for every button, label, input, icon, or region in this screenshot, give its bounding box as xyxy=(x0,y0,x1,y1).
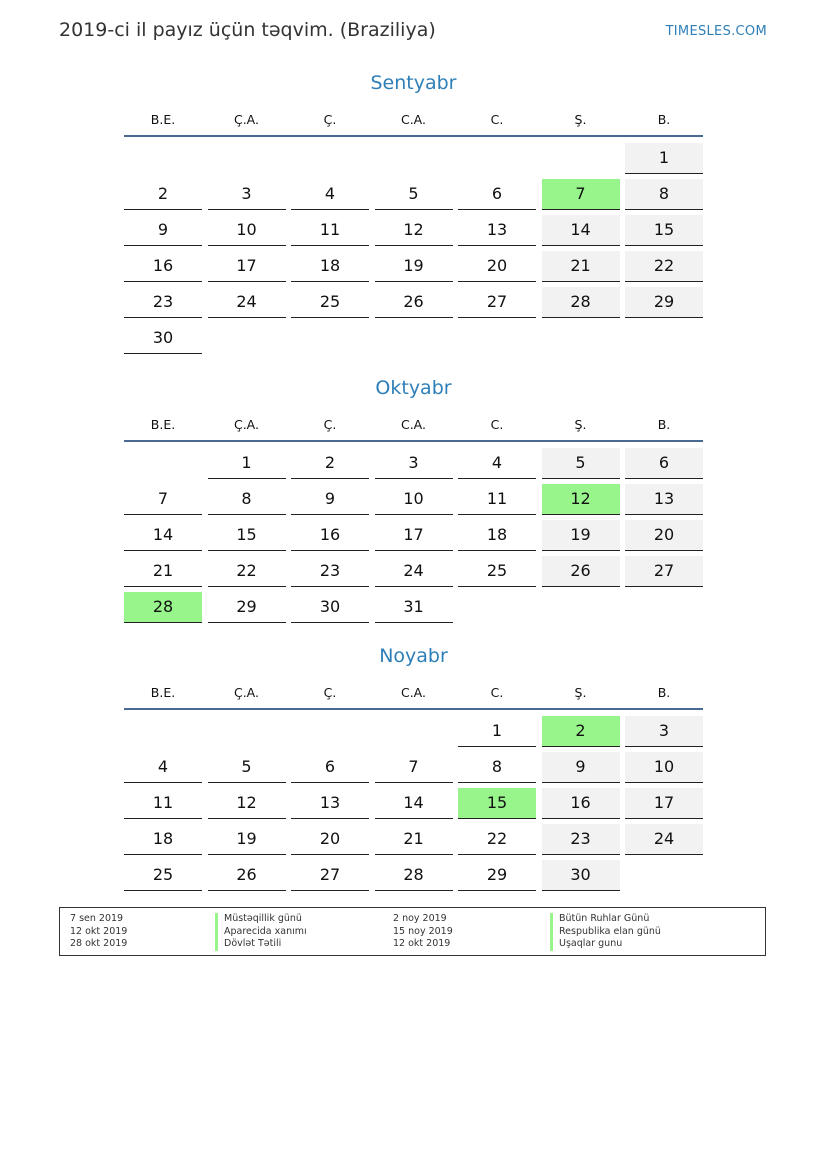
day-cell[interactable]: 15 xyxy=(208,520,286,551)
weekday-label: B.E. xyxy=(150,111,176,127)
day-cell[interactable]: 13 xyxy=(458,215,536,246)
day-cell[interactable]: 12 xyxy=(208,788,286,819)
weekday-label: B. xyxy=(657,684,671,700)
empty-day-cell xyxy=(458,143,536,173)
week-row xyxy=(124,788,703,820)
week-row xyxy=(124,448,703,480)
weekday-label: B. xyxy=(657,111,671,127)
day-cell[interactable]: 30 xyxy=(291,592,369,623)
day-cell[interactable]: 11 xyxy=(291,215,369,246)
day-cell[interactable]: 19 xyxy=(208,824,286,855)
day-cell[interactable]: 4 xyxy=(124,752,202,783)
weekday-label: Ç.A. xyxy=(233,416,259,432)
day-cell[interactable]: 22 xyxy=(208,556,286,587)
empty-day-cell xyxy=(291,323,369,353)
day-cell[interactable]: 3 xyxy=(625,716,703,747)
legend-date: 12 okt 2019 xyxy=(393,938,451,949)
day-cell[interactable]: 29 xyxy=(458,860,536,891)
day-cell[interactable]: 11 xyxy=(124,788,202,819)
empty-day-cell xyxy=(124,143,202,173)
empty-day-cell xyxy=(208,716,286,746)
legend-date: 7 sen 2019 xyxy=(70,913,124,924)
empty-day-cell xyxy=(542,143,620,173)
weekday-label: Ç.A. xyxy=(233,684,259,700)
day-cell[interactable]: 24 xyxy=(208,287,286,318)
day-cell[interactable]: 24 xyxy=(375,556,453,587)
weekday-header xyxy=(124,103,703,137)
month-title: Oktyabr xyxy=(375,377,452,399)
week-row xyxy=(124,179,703,211)
month-title: Noyabr xyxy=(379,645,448,667)
empty-day-cell xyxy=(375,716,453,746)
weekday-label: C. xyxy=(490,111,504,127)
legend-dates-right xyxy=(393,913,453,951)
week-row xyxy=(124,716,703,748)
week-row xyxy=(124,251,703,283)
day-cell[interactable]: 28 xyxy=(542,287,620,318)
weekday-label: Ş. xyxy=(574,684,587,700)
week-row xyxy=(124,752,703,784)
week-row xyxy=(124,287,703,319)
day-cell[interactable]: 27 xyxy=(291,860,369,891)
week-row xyxy=(124,484,703,516)
weekday-label: Ş. xyxy=(574,111,587,127)
day-cell[interactable]: 3 xyxy=(375,448,453,479)
weekday-label: B.E. xyxy=(150,684,176,700)
legend-holiday-name: Dövlət Tətili xyxy=(215,938,307,951)
day-cell[interactable]: 13 xyxy=(625,484,703,515)
weekday-label: B.E. xyxy=(150,416,176,432)
day-cell[interactable]: 26 xyxy=(208,860,286,891)
holiday-day-cell[interactable]: 2 xyxy=(542,716,620,747)
weekday-label: C. xyxy=(490,416,504,432)
day-cell[interactable]: 28 xyxy=(375,860,453,891)
day-cell[interactable]: 9 xyxy=(542,752,620,783)
day-cell[interactable]: 27 xyxy=(625,556,703,587)
day-cell[interactable]: 30 xyxy=(542,860,620,891)
legend-date: 28 okt 2019 xyxy=(70,938,128,949)
day-cell[interactable]: 16 xyxy=(124,251,202,282)
day-cell[interactable]: 1 xyxy=(625,143,703,174)
day-cell[interactable]: 20 xyxy=(625,520,703,551)
day-cell[interactable]: 21 xyxy=(542,251,620,282)
weeks-grid xyxy=(124,710,703,892)
legend-holiday-name: Müstəqillik günü xyxy=(215,913,307,926)
week-row xyxy=(124,143,703,175)
weekday-label: C.A. xyxy=(400,684,426,700)
day-cell[interactable]: 31 xyxy=(375,592,453,623)
day-cell[interactable]: 29 xyxy=(625,287,703,318)
day-cell[interactable]: 3 xyxy=(208,179,286,210)
month-calendar-september xyxy=(124,68,703,359)
holiday-day-cell[interactable]: 7 xyxy=(542,179,620,210)
empty-day-cell xyxy=(291,716,369,746)
holiday-legend xyxy=(59,907,766,956)
page-title: 2019-ci il payız üçün təqvim. (Braziliya) xyxy=(59,19,436,41)
weekday-label: Ç. xyxy=(323,416,337,432)
legend-names-left xyxy=(215,913,307,951)
day-cell[interactable]: 7 xyxy=(375,752,453,783)
day-cell[interactable]: 5 xyxy=(542,448,620,479)
weekday-label: Ş. xyxy=(574,416,587,432)
empty-day-cell xyxy=(208,323,286,353)
day-cell[interactable]: 9 xyxy=(124,215,202,246)
day-cell[interactable]: 8 xyxy=(458,752,536,783)
day-cell[interactable]: 17 xyxy=(625,788,703,819)
day-cell[interactable]: 19 xyxy=(375,251,453,282)
weekday-label: C.A. xyxy=(400,111,426,127)
weekday-label: Ç.A. xyxy=(233,111,259,127)
weekday-label: Ç. xyxy=(323,111,337,127)
day-cell[interactable]: 6 xyxy=(625,448,703,479)
day-cell[interactable]: 18 xyxy=(124,824,202,855)
day-cell[interactable]: 23 xyxy=(124,287,202,318)
day-cell[interactable]: 2 xyxy=(124,179,202,210)
legend-holiday-name: Respublika elan günü xyxy=(550,926,661,939)
day-cell[interactable]: 7 xyxy=(124,484,202,515)
week-row xyxy=(124,323,703,355)
day-cell[interactable]: 11 xyxy=(458,484,536,515)
day-cell[interactable]: 25 xyxy=(124,860,202,891)
empty-day-cell xyxy=(291,143,369,173)
day-cell[interactable]: 24 xyxy=(625,824,703,855)
day-cell[interactable]: 25 xyxy=(291,287,369,318)
week-row xyxy=(124,860,703,892)
day-cell[interactable]: 10 xyxy=(208,215,286,246)
day-cell[interactable]: 12 xyxy=(375,215,453,246)
empty-day-cell xyxy=(625,323,703,353)
day-cell[interactable]: 17 xyxy=(375,520,453,551)
day-cell[interactable]: 22 xyxy=(458,824,536,855)
month-calendar-november xyxy=(124,641,703,896)
day-cell[interactable]: 18 xyxy=(291,251,369,282)
week-row xyxy=(124,520,703,552)
day-cell[interactable]: 27 xyxy=(458,287,536,318)
day-cell[interactable]: 18 xyxy=(458,520,536,551)
legend-date: 12 okt 2019 xyxy=(70,925,128,937)
day-cell[interactable]: 23 xyxy=(291,556,369,587)
day-cell[interactable]: 2 xyxy=(291,448,369,479)
day-cell[interactable]: 20 xyxy=(458,251,536,282)
empty-day-cell xyxy=(124,716,202,746)
weekday-header xyxy=(124,676,703,710)
weeks-grid xyxy=(124,442,703,624)
day-cell[interactable]: 21 xyxy=(124,556,202,587)
day-cell[interactable]: 5 xyxy=(208,752,286,783)
day-cell[interactable]: 9 xyxy=(291,484,369,515)
day-cell[interactable]: 4 xyxy=(458,448,536,479)
legend-holiday-name: Bütün Ruhlar Günü xyxy=(550,913,661,926)
empty-day-cell xyxy=(542,592,620,622)
legend-names-right xyxy=(550,913,661,951)
legend-date: 2 noy 2019 xyxy=(393,913,447,924)
day-cell[interactable]: 1 xyxy=(458,716,536,747)
empty-day-cell xyxy=(625,592,703,622)
day-cell[interactable]: 10 xyxy=(625,752,703,783)
day-cell[interactable]: 21 xyxy=(375,824,453,855)
month-title: Sentyabr xyxy=(370,72,457,94)
weeks-grid xyxy=(124,137,703,355)
holiday-day-cell[interactable]: 12 xyxy=(542,484,620,515)
day-cell[interactable]: 14 xyxy=(375,788,453,819)
day-cell[interactable]: 22 xyxy=(625,251,703,282)
legend-dates-left xyxy=(70,913,127,951)
day-cell[interactable]: 6 xyxy=(458,179,536,210)
empty-day-cell xyxy=(458,592,536,622)
day-cell[interactable]: 4 xyxy=(291,179,369,210)
weekday-label: B. xyxy=(657,416,671,432)
day-cell[interactable]: 26 xyxy=(375,287,453,318)
empty-day-cell xyxy=(375,143,453,173)
day-cell[interactable]: 25 xyxy=(458,556,536,587)
empty-day-cell xyxy=(208,143,286,173)
site-link[interactable]: TIMESLES.COM xyxy=(665,24,767,39)
day-cell[interactable]: 16 xyxy=(291,520,369,551)
empty-day-cell xyxy=(124,448,202,478)
weekday-label: C.A. xyxy=(400,416,426,432)
day-cell[interactable]: 23 xyxy=(542,824,620,855)
day-cell[interactable]: 16 xyxy=(542,788,620,819)
week-row xyxy=(124,824,703,856)
week-row xyxy=(124,556,703,588)
day-cell[interactable]: 15 xyxy=(625,215,703,246)
day-cell[interactable]: 30 xyxy=(124,323,202,354)
legend-date: 15 noy 2019 xyxy=(393,925,453,937)
weekday-header xyxy=(124,408,703,442)
day-cell[interactable]: 14 xyxy=(542,215,620,246)
day-cell[interactable]: 8 xyxy=(625,179,703,210)
legend-holiday-name: Aparecida xanımı xyxy=(215,926,307,939)
day-cell[interactable]: 17 xyxy=(208,251,286,282)
empty-day-cell xyxy=(542,323,620,353)
day-cell[interactable]: 29 xyxy=(208,592,286,623)
day-cell[interactable]: 13 xyxy=(291,788,369,819)
day-cell[interactable]: 26 xyxy=(542,556,620,587)
empty-day-cell xyxy=(625,860,703,890)
day-cell[interactable]: 6 xyxy=(291,752,369,783)
weekday-label: Ç. xyxy=(323,684,337,700)
holiday-day-cell[interactable]: 28 xyxy=(124,592,202,623)
day-cell[interactable]: 14 xyxy=(124,520,202,551)
empty-day-cell xyxy=(375,323,453,353)
month-calendar-october xyxy=(124,373,703,628)
day-cell[interactable]: 1 xyxy=(208,448,286,479)
legend-holiday-name: Uşaqlar gunu xyxy=(550,938,661,951)
day-cell[interactable]: 8 xyxy=(208,484,286,515)
holiday-day-cell[interactable]: 15 xyxy=(458,788,536,819)
empty-day-cell xyxy=(458,323,536,353)
week-row xyxy=(124,215,703,247)
day-cell[interactable]: 20 xyxy=(291,824,369,855)
day-cell[interactable]: 19 xyxy=(542,520,620,551)
week-row xyxy=(124,592,703,624)
weekday-label: C. xyxy=(490,684,504,700)
day-cell[interactable]: 10 xyxy=(375,484,453,515)
day-cell[interactable]: 5 xyxy=(375,179,453,210)
